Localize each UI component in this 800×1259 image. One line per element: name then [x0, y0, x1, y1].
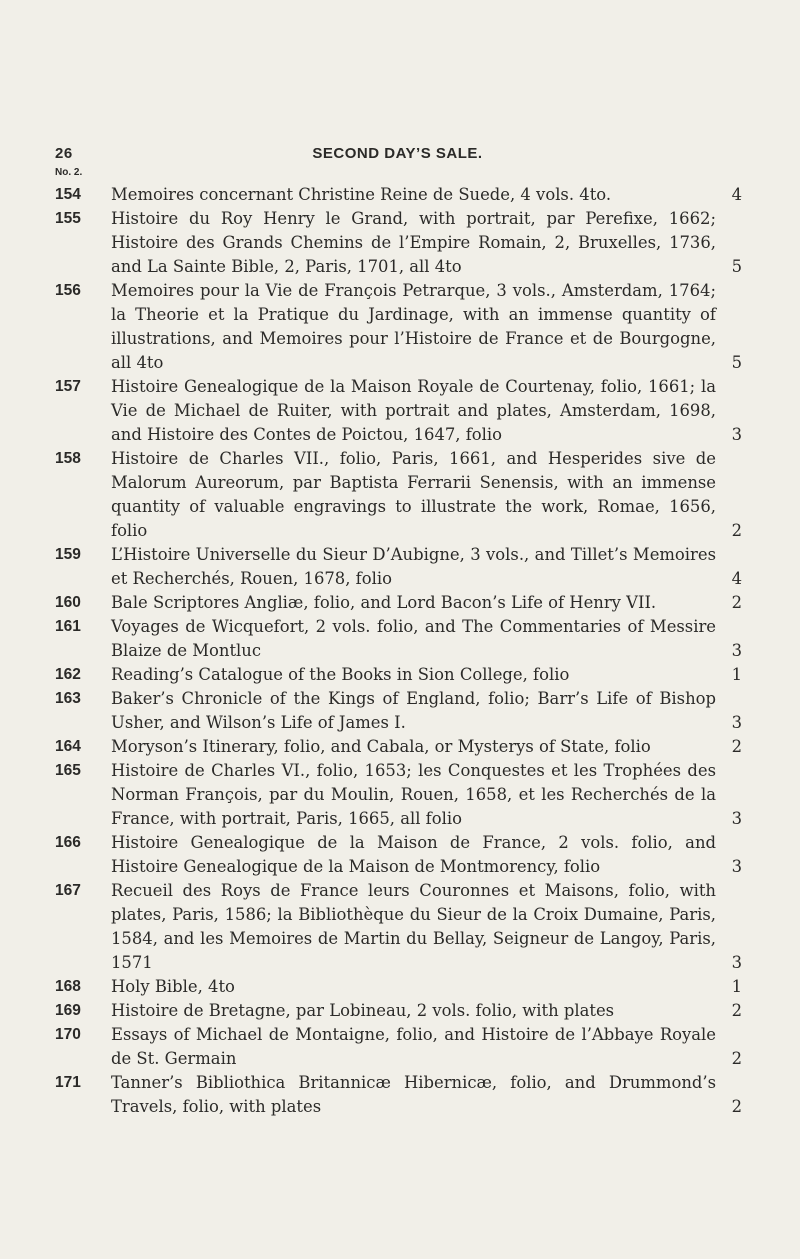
lot-number: 169: [55, 1002, 81, 1019]
lot-price: 2: [731, 737, 742, 756]
lot-entry: [55, 591, 742, 615]
lot-price: 3: [731, 425, 742, 444]
lot-entry: [55, 831, 742, 879]
lot-price: 3: [731, 953, 742, 972]
lot-description: Memoires concernant Christine Reine de Suede, 4 vols. 4to.: [111, 185, 612, 204]
lot-price: 4: [731, 185, 742, 204]
lot-number: 161: [55, 618, 81, 635]
lot-description: Essays of Michael de Montaigne, folio, and Histoire de l’Abbaye Royale de St. Germain: [111, 1025, 716, 1068]
lot-entry: [55, 1023, 742, 1071]
lot-description: Memoires pour la Vie de François Petrarque, 3 vols., Amsterdam, 1764; la Theorie et la Pratique du Jardinage, with an immense quantity of illustrations, and Memoires pour l’Histoire de France et de Bourgogne, all 4to: [111, 281, 716, 372]
lot-description: Recueil des Roys de France leurs Couronnes et Maisons, folio, with plates, Paris, 1586; la Bibliothèque du Sieur de la Croix Dumaine, Paris, 1584, and les Memoires de Martin du Bellay, Seigneur de Langoy, Paris, 1571: [111, 881, 716, 972]
page-number: 26: [55, 145, 73, 162]
lot-entry: [55, 663, 742, 687]
lot-number: 166: [55, 834, 81, 851]
lot-description: Moryson’s Itinerary, folio, and Cabala, or Mysterys of State, folio: [111, 737, 651, 756]
lot-entry: [55, 543, 742, 591]
lot-entry: [55, 615, 742, 663]
lot-number: 165: [55, 762, 81, 779]
lot-price: 3: [731, 713, 742, 732]
lot-entry: [55, 687, 742, 735]
lot-number: 168: [55, 978, 81, 995]
lot-entry: [55, 735, 742, 759]
lot-description: Histoire du Roy Henry le Grand, with portrait, par Perefixe, 1662; Histoire des Grands Chemins de l’Empire Romain, 2, Bruxelles, 1736, and La Sainte Bible, 2, Paris, 1701, all 4to: [111, 209, 716, 276]
lot-entry: [55, 975, 742, 999]
lot-entry: [55, 999, 742, 1023]
lot-number: 163: [55, 690, 81, 707]
lot-price: 4: [731, 569, 742, 588]
lot-number: 156: [55, 282, 81, 299]
lot-price: 2: [731, 1097, 742, 1116]
lot-entry: [55, 207, 742, 279]
lot-number: 159: [55, 546, 81, 563]
lot-price: 3: [731, 857, 742, 876]
lot-description: Bale Scriptores Angliæ, folio, and Lord Bacon’s Life of Henry VII.: [111, 593, 657, 612]
lot-number: 157: [55, 378, 81, 395]
lot-number: 155: [55, 210, 81, 227]
lot-price: 5: [731, 257, 742, 276]
lot-price: 3: [731, 809, 742, 828]
lot-description: L’Histoire Universelle du Sieur D’Aubigne, 3 vols., and Tillet’s Memoires et Recherchés, Rouen, 1678, folio: [111, 545, 716, 588]
lot-number: 162: [55, 666, 81, 683]
lot-description: Voyages de Wicquefort, 2 vols. folio, and The Commentaries of Messire Blaize de Montluc: [111, 617, 716, 660]
lot-price: 1: [731, 665, 742, 684]
lot-description: Histoire de Charles VI., folio, 1653; les Conquestes et les Trophées des Norman François, par du Moulin, Rouen, 1658, et les Recherchés de la France, with portrait, Paris, 1665, all folio: [111, 761, 716, 828]
lot-number: 160: [55, 594, 81, 611]
lot-number: 158: [55, 450, 81, 467]
lot-price: 2: [731, 521, 742, 540]
lot-entry: [55, 447, 742, 543]
lot-description: Reading’s Catalogue of the Books in Sion College, folio: [111, 665, 570, 684]
lot-number: 167: [55, 882, 81, 899]
lot-price: 3: [731, 641, 742, 660]
lot-price: 2: [731, 1001, 742, 1020]
lot-list: [55, 183, 742, 1119]
lot-price: 5: [731, 353, 742, 372]
lot-number: 170: [55, 1026, 81, 1043]
lot-entry: [55, 279, 742, 375]
lot-column-label: No. 2.: [55, 167, 83, 178]
lot-entry: [55, 759, 742, 831]
lot-description: Histoire de Bretagne, par Lobineau, 2 vols. folio, with plates: [111, 1001, 615, 1020]
lot-entry: [55, 183, 742, 207]
lot-price: 2: [731, 1049, 742, 1068]
lot-description: Histoire de Charles VII., folio, Paris, 1661, and Hesperides sive de Malorum Aureorum, par Baptista Ferrarii Senensis, with an immense quantity of valuable engravings to illustrate the work, Romae, 1656, folio: [111, 449, 716, 540]
lot-number: 154: [55, 186, 81, 203]
running-title: SECOND DAY’S SALE.: [312, 145, 483, 162]
lot-number: 164: [55, 738, 81, 755]
lot-description: Histoire Genealogique de la Maison de France, 2 vols. folio, and Histoire Genealogique de la Maison de Montmorency, folio: [111, 833, 716, 876]
lot-description: Histoire Genealogique de la Maison Royale de Courtenay, folio, 1661; la Vie de Michael de Ruiter, with portrait and plates, Amsterdam, 1698, and Histoire des Contes de Poictou, 1647, folio: [111, 377, 716, 444]
lot-entry: [55, 1071, 742, 1119]
lot-price: 2: [731, 593, 742, 612]
lot-entry: [55, 375, 742, 447]
lot-number: 171: [55, 1074, 81, 1091]
lot-price: 1: [731, 977, 742, 996]
lot-entry: [55, 879, 742, 975]
lot-description: Holy Bible, 4to: [111, 977, 235, 996]
lot-description: Baker’s Chronicle of the Kings of England, folio; Barr’s Life of Bishop Usher, and Wilson’s Life of James I.: [111, 689, 716, 732]
lot-description: Tanner’s Bibliothica Britannicæ Hibernicæ, folio, and Drummond’s Travels, folio, with plates: [111, 1073, 716, 1116]
